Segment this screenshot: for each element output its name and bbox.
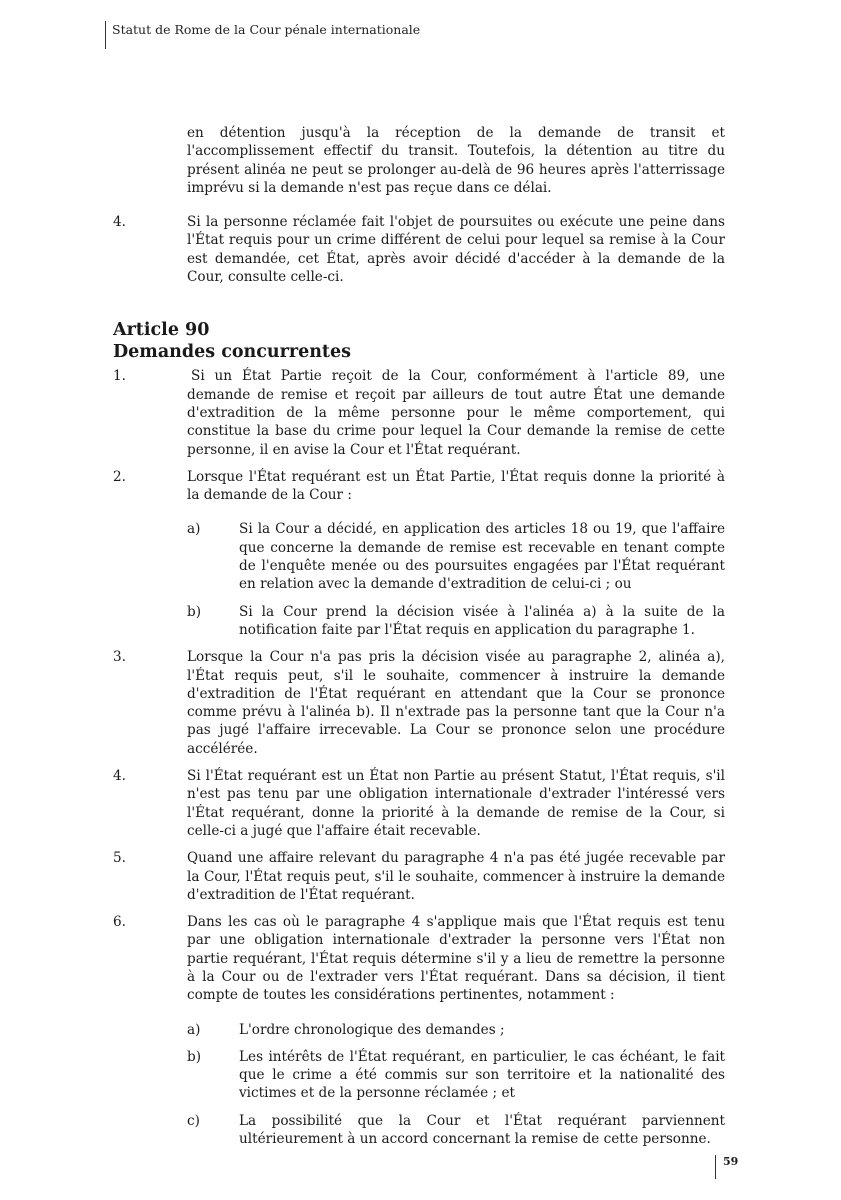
paragraph-text: Lorsque la Cour n'a pas pris la décision visée au paragraphe 2, alinéa a), l'État requis peut, s'il le souhaite, commencer à instruire la demande d'extradition de l'État requérant en attendant que la Cour se prononce comme prévu à l'alinéa b). Il n'extrade pas la personne tant que la Cour n'a pas jugé l'affaire irrecevable. La Cour se prononce selon une procédure accélérée. <box>187 649 725 757</box>
paragraph-body <box>187 468 725 639</box>
subparagraph-text: Les intérêts de l'État requérant, en particulier, le cas échéant, le fait que le crime a été commis sur son territoire et la nationalité des victimes et de la personne réclamée ; et <box>239 1048 725 1102</box>
article-paragraphs <box>113 367 725 1148</box>
page-content <box>113 124 725 1148</box>
paragraph-number: 2. <box>113 468 126 485</box>
paragraph-number: 1. <box>113 368 126 385</box>
paragraph-number: 5. <box>113 850 126 867</box>
paragraph-3 <box>113 648 725 758</box>
subparagraph-letter: b) <box>187 603 202 620</box>
paragraph-2 <box>113 468 725 639</box>
paragraph-6 <box>113 913 725 1148</box>
subparagraph-text: Si la Cour prend la décision visée à l'alinéa a) à la suite de la notification faite par l'État requis en application du paragraphe 1. <box>239 603 725 638</box>
subparagraph-text: Si la Cour a décidé, en application des articles 18 ou 19, que l'affaire que concerne la demande de remise est recevable en tenant compte de l'enquête menée ou des poursuites engagées par l'État requérant en relation avec la demande d'extradition de celui-ci ; ou <box>239 521 725 593</box>
paragraph-1 <box>113 367 725 458</box>
paragraph-text: Si l'État requérant est un État non Partie au présent Statut, l'État requis, s'il n'est pas tenu par une obligation internationale d'extrader l'intéressé vers l'État requérant, donne la priorité à la demande de remise de la Cour, si celle-ci a jugé que l'affaire était recevable. <box>187 768 725 839</box>
previous-article-paragraph-4 <box>113 213 725 286</box>
article-title: Demandes concurrentes <box>113 342 352 363</box>
paragraph-number: 6. <box>113 914 126 931</box>
paragraph-text: Lorsque l'État requérant est un État Partie, l'État requis donne la priorité à la demande de la Cour : <box>187 468 725 504</box>
subparagraph-letter: a) <box>187 1021 201 1038</box>
subparagraph-letter: a) <box>187 521 201 538</box>
paragraph-number: 4. <box>113 768 126 785</box>
subparagraph-text: La possibilité que la Cour et l'État requérant parviennent ultérieurement à un accord concernant la remise de cette personne. <box>239 1112 725 1148</box>
subparagraph-c <box>187 1112 725 1149</box>
page-footer <box>715 1155 738 1179</box>
subparagraph-letter: c) <box>187 1112 200 1129</box>
paragraph-5 <box>113 849 725 904</box>
paragraph-number: 3. <box>113 649 126 666</box>
subparagraph-letter: b) <box>187 1048 202 1065</box>
subparagraph-b <box>187 1048 725 1103</box>
paragraph-text: Dans les cas où le paragraphe 4 s'applique mais que l'État requis est tenu par une obligation internationale d'extrader la personne vers l'État non partie requérant, l'État requis détermine s'il y a lieu de remettre la personne à la Cour ou de l'extrader vers l'État requérant. Dans sa décision, il tient compte de toutes les considérations pertinentes, notamment : <box>187 914 725 1004</box>
subparagraph-a <box>187 1021 725 1039</box>
subparagraph-b <box>187 603 725 640</box>
paragraph-4 <box>113 767 725 840</box>
continuation-text: en détention jusqu'à la réception de la demande de transit et l'accomplissement effectif du transit. Toutefois, la détention au titre du présent alinéa ne peut se prolonger au-delà de 96 heures après l'atterrissage imprévu si la demande n'est pas reçue dans ce délai. <box>187 125 725 196</box>
paragraph-body <box>187 913 725 1148</box>
paragraph-number: 4. <box>113 214 126 231</box>
header-title: Statut de Rome de la Cour pénale internationale <box>112 22 421 37</box>
paragraph-text: Si un État Partie reçoit de la Cour, conformément à l'article 89, une demande de remise et reçoit par ailleurs de tout autre État une demande d'extradition de la même personne pour le même comportement, qui constitue la base du crime pour lequel la Cour demande la remise de cette personne, il en avise la Cour et l'État requérant. <box>187 368 725 458</box>
paragraph-text: Si la personne réclamée fait l'objet de poursuites ou exécute une peine dans l'État requis pour un crime différent de celui pour lequel sa remise à la Cour est demandée, cet État, après avoir décidé d'accéder à la demande de la Cour, consulte celle-ci. <box>187 214 725 286</box>
running-header <box>105 21 420 49</box>
subparagraph-text: L'ordre chronologique des demandes ; <box>239 1021 505 1038</box>
subparagraph-a <box>187 520 725 593</box>
article-heading <box>113 319 725 363</box>
article-number: Article 90 <box>113 320 210 341</box>
page-number: 59 <box>723 1155 739 1168</box>
paragraph-text: Quand une affaire relevant du paragraphe 4 n'a pas été jugée recevable par la Cour, l'État requis peut, s'il le souhaite, commencer à instruire la demande d'extradition de l'État requérant. <box>187 850 725 903</box>
